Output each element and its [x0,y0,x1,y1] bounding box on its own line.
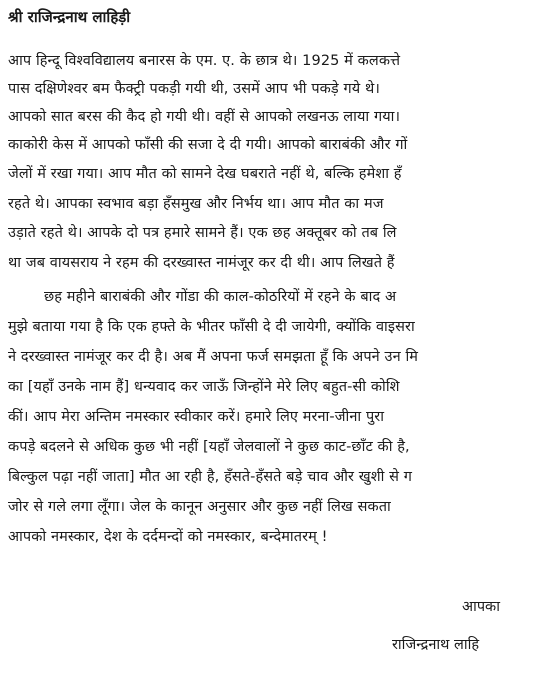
letter-line-5: कीं। आप मेरा अन्तिम नमस्कार स्वीकार करें। हमारे लिए मरना-जीना पुरा [8,409,385,425]
letter-line-1: छह महीने बाराबंकी और गोंडा की काल-कोठरियों में रहने के बाद अ [44,289,397,305]
body-line-4: काकोरी केस में आपको फाँसी की सजा दे दी गयी। आपको बाराबंकी और गों [8,137,408,153]
letter-signature: राजिन्द्रनाथ लाहि [392,637,480,653]
letter-line-2: मुझे बताया गया है कि एक हफ्ते के भीतर फाँसी दे दी जायेगी, क्योंकि वाइसरा [8,319,415,335]
document-heading: श्री राजिन्द्रनाथ लाहिड़ी [8,8,131,26]
body-line-2: पास दक्षिणेश्वर बम फैक्ट्री पकड़ी गयी थी, उसमें आप भी पकड़े गये थे। [8,81,380,97]
body-line-7: उड़ाते रहते थे। आपके दो पत्र हमारे सामने हैं। एक छह अक्तूबर को तब लि [8,225,397,241]
body-line-6: रहते थे। आपका स्वभाव बड़ा हँसमुख और निर्भय था। आप मौत का मज [8,196,384,212]
letter-line-7: बिल्कुल पढ़ा नहीं जाता] मौत आ रही है, हँसते-हँसते बड़े चाव और खुशी से ग [8,469,413,485]
letter-line-3: ने दरख्वास्त नामंजूर कर दी है। अब मैं अपना फर्ज समझता हूँ कि अपने उन मि [8,349,418,365]
letter-line-9: आपको नमस्कार, देश के दर्दमन्दों को नमस्कार, बन्देमातरम् ! [8,529,328,545]
body-line-1: आप हिन्दू विश्वविद्यालय बनारस के एम. ए. के छात्र थे। 1925 में कलकत्ते [8,53,401,69]
body-line-5: जेलों में रखा गया। आप मौत को सामने देख घबराते नहीं थे, बल्कि हमेशा हँ [8,166,402,182]
letter-line-4: का [यहाँ उनके नाम हैं] धन्यवाद कर जाऊँ जिन्होंने मेरे लिए बहुत-सी कोशि [8,379,400,395]
letter-closing: आपका [462,599,500,615]
letter-line-6: कपड़े बदलने से अधिक कुछ भी नहीं [यहाँ जेलवालों ने कुछ काट-छाँट की है, [8,439,410,455]
letter-line-8: जोर से गले लगा लूँगा। जेल के कानून अनुसार और कुछ नहीं लिख सकता [8,499,391,515]
body-line-8: था जब वायसराय ने रहम की दरख्वास्त नामंजूर कर दी थी। आप लिखते हैं [8,255,395,271]
body-line-3: आपको सात बरस की कैद हो गयी थी। वहीं से आपको लखनऊ लाया गया। [8,109,401,125]
